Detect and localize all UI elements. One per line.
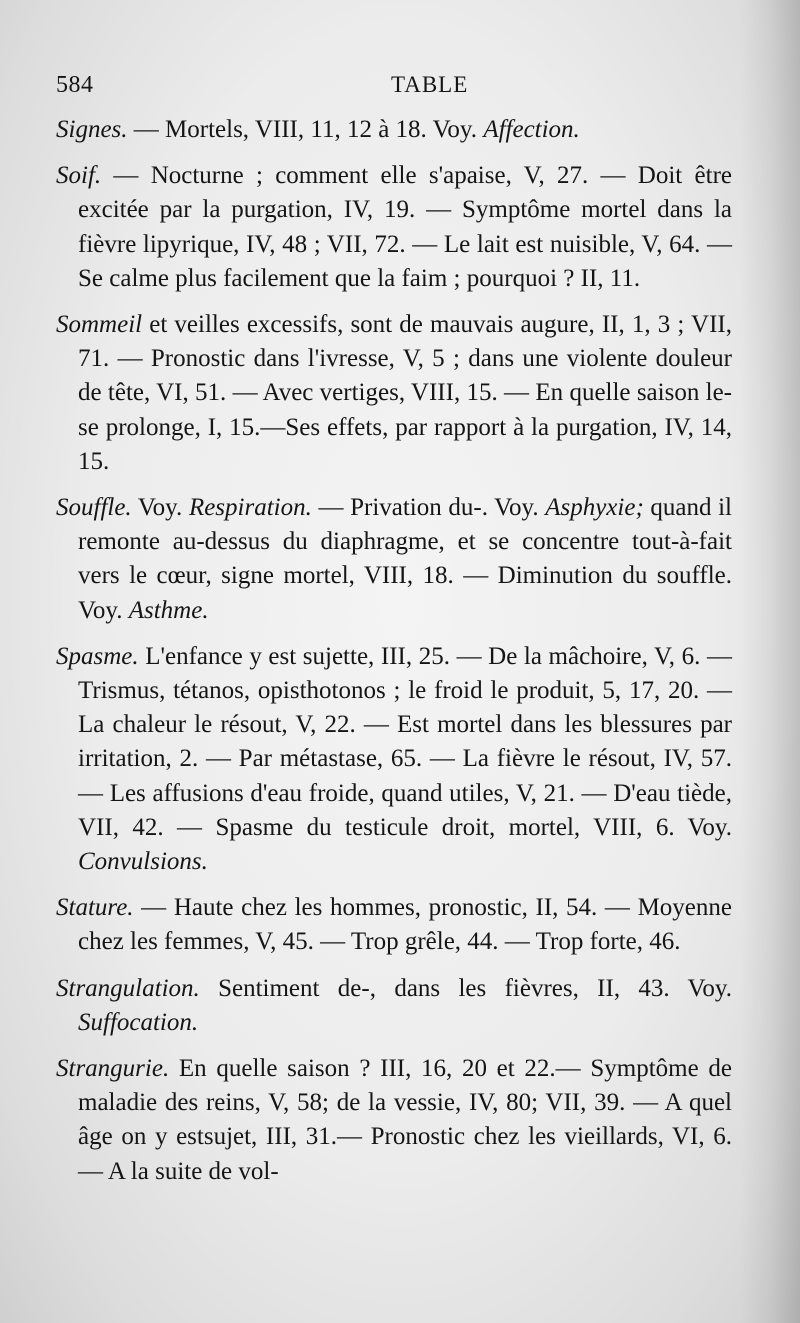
index-entry-sommeil [56, 308, 732, 479]
page-number: 584 [56, 72, 94, 98]
entry-text: En quelle saison ? III, 16, 20 et 22.— Symptôme de maladie des reins, V, 58; de la vessie, IV, 80; VII, 39. — A quel âge on y estsujet, III, 31.— Pronostic chez les vieillards, VI, 6. — A la suite de vol- [78, 1055, 732, 1185]
entry-text: — Haute chez les hommes, pronostic, II, 54. — Moyenne chez les femmes, V, 45. — Trop grêle, 44. — Trop forte, 46. [78, 894, 732, 956]
entry-head: Stature. [56, 894, 134, 922]
entry-text: — Mortels, VIII, 11, 12 à 18. Voy. [127, 116, 484, 143]
entry-head: Strangurie. [56, 1055, 170, 1083]
entry-text: quand il remonte au-dessus du diaphragme, et se concentre tout-à-fait vers le cœur, signe mortel, VIII, 18. — Diminution du souffle. Voy. [78, 494, 732, 624]
index-entry-soif [56, 159, 732, 296]
entry-head: Strangulation. [56, 974, 200, 1002]
index-entry-strangurie [56, 1052, 732, 1189]
running-head: TABLE [391, 72, 469, 97]
page-gutter-shadow [740, 0, 800, 1323]
entry-text: — Privation du-. Voy. [311, 494, 546, 522]
entry-head: Souffle. [56, 494, 132, 522]
cross-reference: Affection. [483, 116, 580, 143]
entry-text: et veilles excessifs, sont de mauvais augure, II, 1, 3 ; VII, 71. — Pronostic dans l'ivresse, V, 5 ; dans une violente douleur de tête, VI, 51. — Avec vertiges, VIII, 15. — En quelle saison le- se prolonge, I, 15.—Ses effets, par rapport à la purgation, IV, 14, 15. [78, 311, 732, 475]
entry-text: Sentiment de-, dans les fièvres, II, 43. Voy. [199, 974, 732, 1002]
index-entry-stature [56, 891, 732, 959]
entry-head: Sommeil [56, 311, 143, 339]
entry-head: Soif. [56, 162, 102, 190]
index-entry-spasme [56, 640, 732, 879]
index-entry-strangulation [56, 972, 732, 1040]
cross-reference: Asphyxie; [545, 494, 644, 522]
cross-reference: Convulsions. [78, 848, 208, 876]
page-header [56, 72, 736, 106]
index-entries [56, 113, 732, 1201]
entry-text: L'enfance y est sujette, III, 25. — De la mâchoire, V, 6. — Trismus, tétanos, opisthotonos ; le froid le produit, 5, 17, 20. — La chaleur le résout, V, 22. — Est mortel dans les blessures par irritation, 2. — Par métastase, 65. — La fièvre le résout, IV, 57.— Les affusions d'eau froide, quand utiles, V, 21. — D'eau tiède, VII, 42. — Spasme du testicule droit, mortel, VIII, 6. Voy. [78, 642, 732, 841]
cross-reference: Suffocation. [78, 1008, 199, 1036]
cross-reference: Respiration. [188, 494, 312, 522]
cross-reference: Asthme. [128, 596, 209, 624]
index-entry-signes [56, 113, 732, 147]
index-entry-souffle [56, 491, 732, 628]
entry-text: Voy. [131, 494, 189, 522]
entry-text: — Nocturne ; comment elle s'apaise, V, 27. — Doit être excitée par la purgation, IV, 19. — Symptôme mortel dans la fièvre lipyrique, IV, 48 ; VII, 72. — Le lait est nuisible, V, 64. — Se calme plus facilement que la faim ; pourquoi ? II, 11. [78, 162, 732, 292]
entry-head: Spasme. [56, 642, 139, 670]
entry-head: Signes. [56, 116, 128, 143]
